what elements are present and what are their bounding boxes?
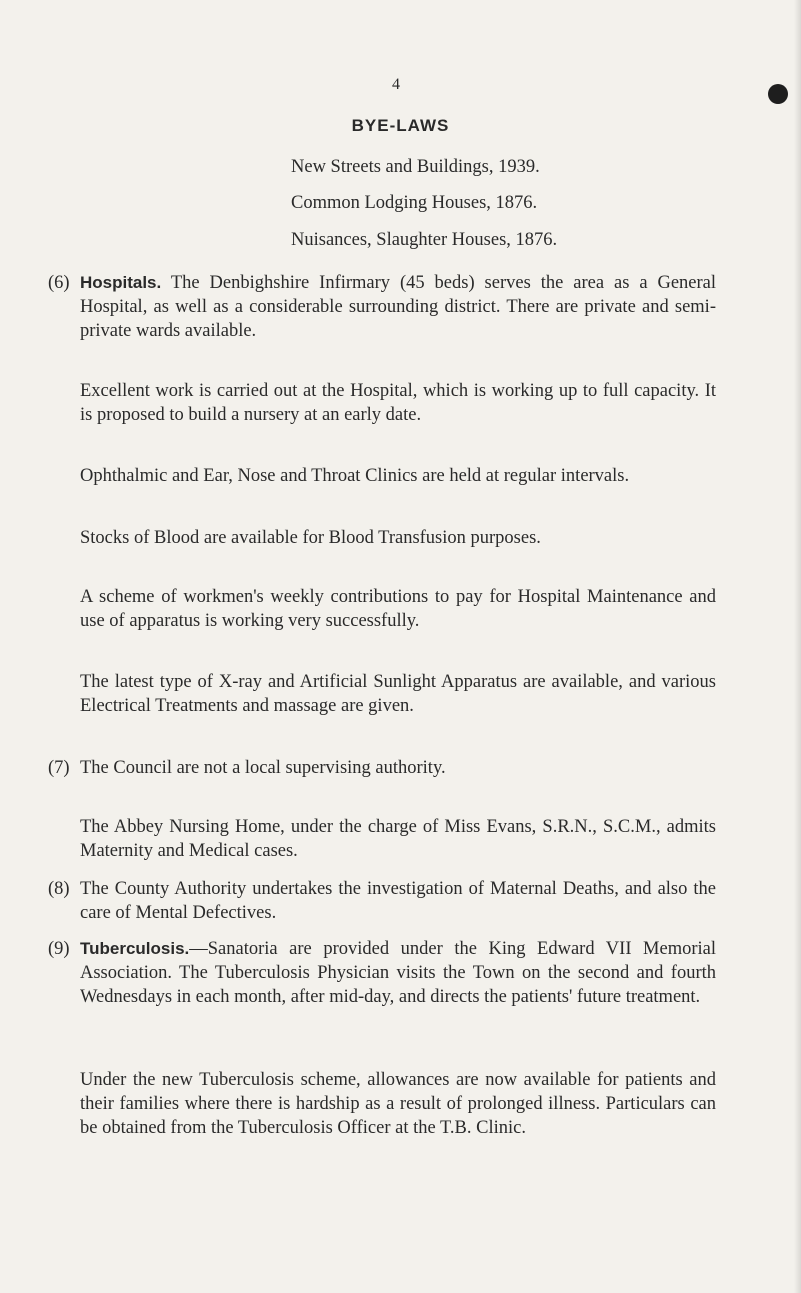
page-number: 4 <box>392 76 400 93</box>
bye-laws-heading: BYE-LAWS <box>351 116 450 135</box>
section-text: —Sanatoria are provided under the King Edward VII Memorial Association. The Tuberculosis Physician visits the Town on the second and fourth Wednesdays in each month, after mid-day, and directs the patients' future treatment. <box>80 939 716 1007</box>
section-county-para1: The County Authority undertakes the investigation of Maternal Deaths, and also the care of Mental Defectives. <box>80 879 716 923</box>
section-lead-hospitals: Hospitals. <box>80 273 162 292</box>
section-council-para1: The Council are not a local supervising authority. <box>80 758 446 778</box>
bye-law-item: Common Lodging Houses, 1876. <box>291 193 538 213</box>
section-number: (7) <box>48 758 70 778</box>
ink-blot-mark <box>768 84 788 104</box>
section-lead-tuberculosis: Tuberculosis. <box>80 939 190 958</box>
section-hospitals-para3: Ophthalmic and Ear, Nose and Throat Clinics are held at regular intervals. <box>80 466 630 486</box>
section-number: (8) <box>48 879 70 899</box>
section-council-para2: The Abbey Nursing Home, under the charge of Miss Evans, S.R.N., S.C.M., admits Maternity and Medical cases. <box>80 817 716 861</box>
section-tuberculosis-para1 <box>80 937 716 1009</box>
section-number: (9) <box>48 939 70 959</box>
section-hospitals-para1 <box>80 271 716 343</box>
section-hospitals-para6: The latest type of X-ray and Artificial Sunlight Apparatus are available, and various Electrical Treatments and massage are given. <box>80 672 716 716</box>
section-hospitals-para2: Excellent work is carried out at the Hospital, which is working up to full capacity. It is proposed to build a nursery at an early date. <box>80 381 716 425</box>
page-edge-shadow <box>794 0 801 1293</box>
section-number: (6) <box>48 273 70 293</box>
section-text: The Denbighshire Infirmary (45 beds) serves the area as a General Hospital, as well as a considerable surrounding district. There are private and semi-private wards available. <box>80 273 717 341</box>
bye-law-item: New Streets and Buildings, 1939. <box>291 157 540 177</box>
bye-law-item: Nuisances, Slaughter Houses, 1876. <box>291 230 558 250</box>
section-hospitals-para5: A scheme of workmen's weekly contributions to pay for Hospital Maintenance and use of apparatus is working very successfully. <box>80 587 716 631</box>
section-tuberculosis-para2: Under the new Tuberculosis scheme, allowances are now available for patients and their families where there is hardship as a result of prolonged illness. Particulars can be obtained from the Tuberculosis Officer at the T.B. Clinic. <box>80 1070 716 1138</box>
section-hospitals-para4: Stocks of Blood are available for Blood Transfusion purposes. <box>80 528 541 548</box>
